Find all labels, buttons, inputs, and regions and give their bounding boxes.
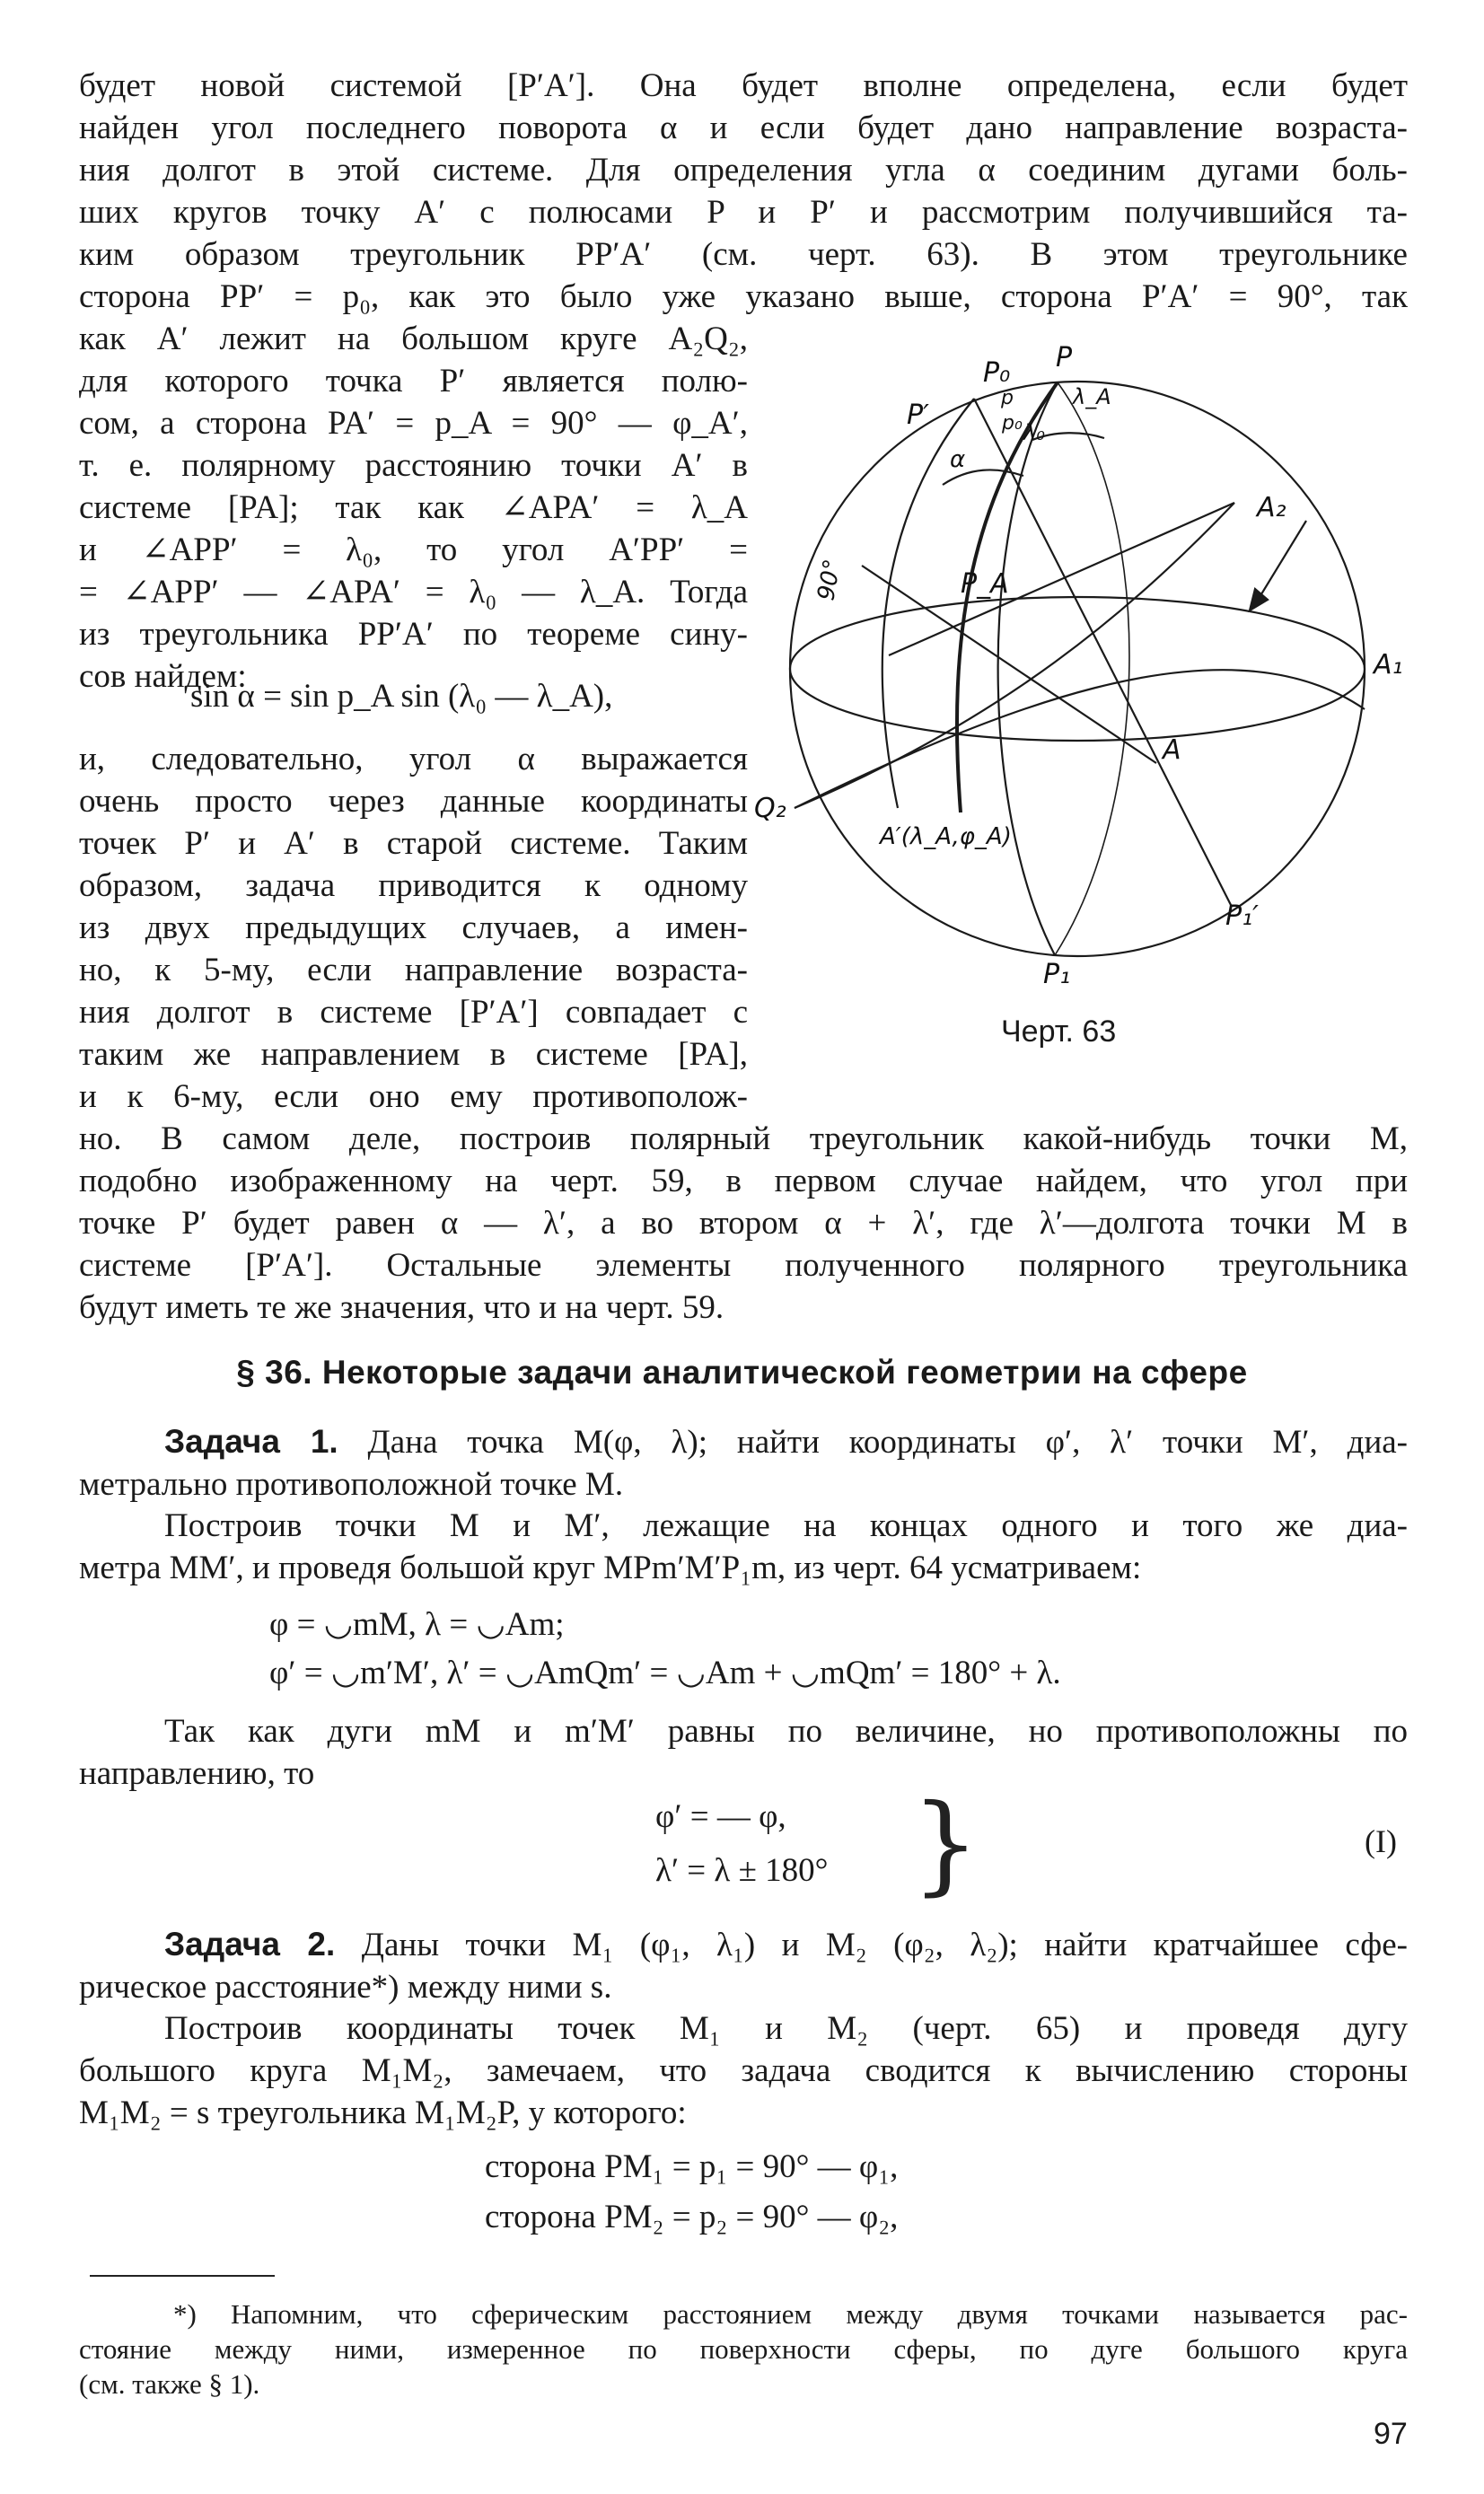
direction-arrow-head — [1250, 589, 1268, 610]
text-line: и, следовательно, угол α выражается — [79, 741, 748, 777]
label-alpha: α — [950, 446, 966, 473]
text-line: будет новой системой [P′A′]. Она будет вполне определена, если будет — [79, 67, 1408, 104]
text-line: ния долгот в этой системе. Для определения угла α соединим дугами боль- — [79, 152, 1408, 189]
label-aprime: A′(λ_A,φ_A) — [880, 823, 1012, 850]
great-circle-equator — [790, 597, 1365, 741]
footnote — [79, 2296, 1408, 2402]
text-line: M₁M₂ = s треугольника M₁M₂P, у которого: — [79, 2094, 687, 2131]
label-p1prime: P₁′ — [1225, 900, 1259, 932]
label-lambda-a: λ_A — [1073, 384, 1111, 409]
text-line: рическое расстояние*) между ними s. — [79, 1969, 612, 2006]
text-line: т. е. полярному расстоянию точки A′ в — [79, 447, 748, 484]
text-line: как A′ лежит на большом круге A₂Q₂, — [79, 321, 748, 357]
task2-formula-2: сторона PM₂ = p₂ = 90° — φ₂, — [485, 2199, 899, 2235]
text-line: и к 6-му, если оно ему противополож- — [79, 1078, 748, 1115]
footnote-rule — [90, 2275, 275, 2277]
equation-number: (I) — [1365, 1823, 1397, 1859]
sphere-figure — [754, 341, 1405, 997]
chord-pa-a2 — [889, 503, 1234, 655]
text-line: для которого точка P′ является полю- — [79, 363, 748, 400]
figure-caption: Черт. 63 — [1001, 1014, 1117, 1049]
sphere-outline — [790, 382, 1365, 956]
label-p0: P₀ — [983, 357, 1011, 389]
text-line: таким же направлением в системе [PA], — [79, 1036, 748, 1073]
task2-formula-1: сторона PM₁ = p₁ = 90° — φ₁, — [485, 2148, 899, 2185]
task1-formula-1: φ = ◡mM, λ = ◡Am; — [269, 1606, 565, 1643]
text-line: и ∠APP′ = λ₀, то угол A′PP′ = — [79, 531, 748, 568]
task1-text: Дана точка M(φ, λ); найти координаты φ′, λ′ точки M′, диа- — [338, 1424, 1408, 1461]
label-p: P — [1056, 342, 1073, 373]
task1-paragraph-2 — [79, 1505, 1408, 1589]
label-a: A — [1163, 734, 1181, 766]
page-number: 97 — [1374, 2417, 1408, 2451]
right-brace-glyph: } — [911, 1782, 980, 1907]
intro-paragraph — [79, 65, 1408, 318]
text-line: Построив координаты точек M₁ и M₂ (черт. 65) и проведя дугу — [164, 2010, 1408, 2047]
label-lambda0: λ₀ — [1023, 420, 1045, 445]
task2-paragraph-2 — [79, 2007, 1408, 2134]
text-line: образом, задача приводится к одному — [79, 867, 748, 904]
task2-text: Даны точки M₁ (φ₁, λ₁) и M₂ (φ₂, λ₂); найти кратчайшее сфе- — [335, 1927, 1408, 1963]
text-line: точке P′ будет равен α — λ′, а во втором α + λ′, где λ′—долгота точки M в — [79, 1205, 1408, 1242]
text-line: но, к 5-му, если направление возраста- — [79, 952, 748, 988]
text-line: большого круга M₁M₂, замечаем, что задача сводится к вычислению стороны — [79, 2052, 1408, 2089]
label-q2: Q₂ — [754, 793, 786, 824]
text-line: подобно изображенному на черт. 59, в первом случае найдем, что угол при — [79, 1163, 1408, 1199]
continuation-paragraph — [79, 1118, 1408, 1329]
text-line: ния долгот в системе [P′A′] совпадает с — [79, 994, 748, 1031]
label-p1: P₁ — [1043, 959, 1071, 990]
text-line — [79, 1420, 1408, 1463]
text-line: ким образом треугольник PP′A′ (см. черт. 63). В этом треугольнике — [79, 236, 1408, 273]
task1-paragraph-3 — [79, 1710, 1408, 1795]
text-line — [79, 1923, 1408, 1966]
task2-paragraph — [79, 1923, 1408, 2008]
task1-formula-2: φ′ = ◡m′M′, λ′ = ◡AmQm′ = ◡Am + ◡mQm′ = 180° + λ. — [269, 1655, 1061, 1691]
text-line: системе [PA]; так как ∠APA′ = λ_A — [79, 489, 748, 526]
text-line: из двух предыдущих случаев, а имен- — [79, 909, 748, 946]
text-line: сом, а сторона PA′ = p_A = 90° — φ_A′, — [79, 405, 748, 442]
text-line: Построив точки M и M′, лежащие на концах одного и того же диа- — [164, 1507, 1408, 1544]
text-line: сторона PP′ = p₀, как это было уже указано выше, сторона P′A′ = 90°, так — [79, 278, 1408, 315]
text-line: сов найдем: — [79, 658, 247, 695]
text-line: будут иметь те же значения, что и на черт. 59. — [79, 1289, 724, 1326]
label-90deg: 90° — [812, 557, 847, 603]
footnote-line: *) Напомним, что сферическим расстоянием между двумя точками называется рас- — [173, 2298, 1408, 2330]
text-line: = ∠APP′ — ∠APA′ = λ₀ — λ_A. Тогда — [79, 574, 748, 610]
text-line: метра MM′, и проведя большой круг MPm′M′P₁m, из черт. 64 усматриваем: — [79, 1550, 1142, 1586]
text-line: но. В самом деле, построив полярный треугольник какой-нибудь точки M, — [79, 1120, 1408, 1157]
text-line: из треугольника PP′A′ по теореме сину- — [79, 616, 748, 653]
text-line: направлению, то — [79, 1755, 315, 1792]
system-eq-2: λ′ = λ ± 180° — [655, 1852, 829, 1889]
text-line: точек P′ и A′ в старой системе. Таким — [79, 825, 748, 862]
footnote-line: (см. также § 1). — [79, 2368, 260, 2400]
task2-label: Задача 2. — [164, 1926, 336, 1963]
label-pa: P_A — [961, 568, 1009, 600]
label-a1: A₁ — [1374, 649, 1403, 681]
text-line: очень просто через данные координаты — [79, 783, 748, 820]
label-a2: A₂ — [1257, 492, 1286, 523]
sine-formula: sin α = sin p_A sin (λ₀ — λ_A), — [190, 678, 613, 715]
direction-arrow-line — [1257, 521, 1306, 602]
label-p-small: p — [1001, 387, 1014, 409]
text-line: ших кругов точку A′ с полюсами P и P′ и рассмотрим получившийся та- — [79, 194, 1408, 231]
left-column-paragraph-2 — [79, 738, 748, 1118]
text-line: системе [P′A′]. Остальные элементы полученного полярного треугольника — [79, 1247, 1408, 1284]
system-eq-1: φ′ = — φ, — [655, 1798, 786, 1835]
text-line: найден угол последнего поворота α и если будет дано направление возраста- — [79, 110, 1408, 146]
left-column-paragraph — [79, 318, 748, 698]
great-circle-tilted — [795, 670, 1365, 808]
section-heading: § 36. Некоторые задачи аналитической геометрии на сфере — [236, 1354, 1248, 1391]
label-p0-small: p₀ — [1002, 412, 1023, 435]
task1-paragraph — [79, 1420, 1408, 1506]
meridian-p-p1-back — [1055, 382, 1129, 955]
footnote-line: стояние между ними, измеренное по поверхности сферы, по дуге большого круга — [79, 2333, 1408, 2365]
task1-label: Задача 1. — [164, 1423, 338, 1460]
chord-pa-a — [862, 566, 1156, 763]
text-line: Так как дуги mM и m′M′ равны по величине, но противоположны по — [164, 1713, 1408, 1750]
label-pprime: P′ — [907, 400, 929, 431]
text-line: метрально противоположной точке M. — [79, 1466, 624, 1503]
